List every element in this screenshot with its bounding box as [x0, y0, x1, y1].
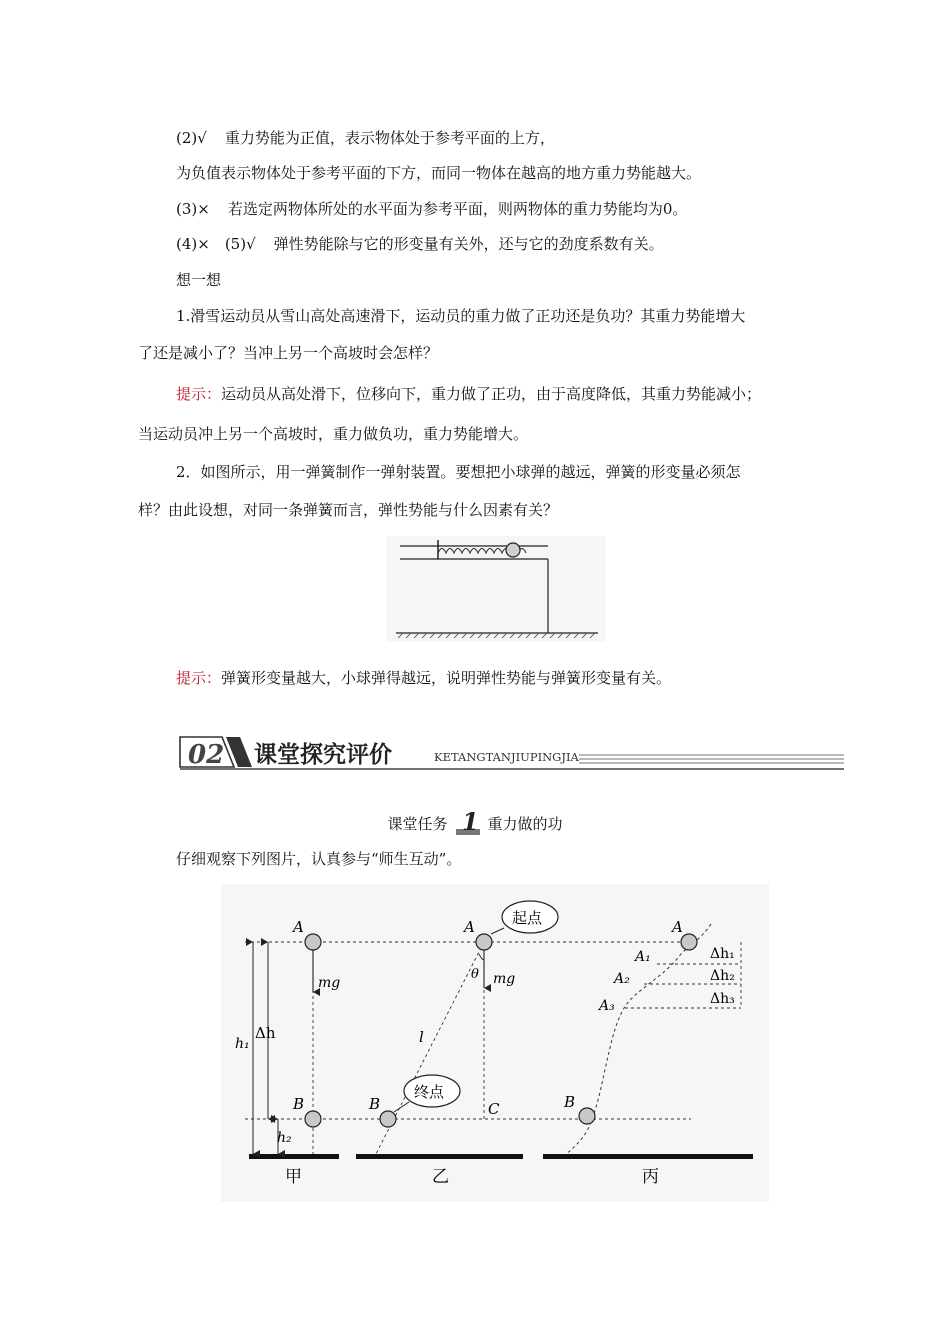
ground-jia [249, 1154, 339, 1159]
answer-item-4-5 [176, 234, 664, 254]
task-title-text: 重力做的功 [487, 815, 563, 833]
hint-text: 弹簧形变量越大，小球弹得越远，说明弹性势能与弹簧形变量有关。 [221, 669, 672, 687]
answer-mark: (3)× [176, 200, 210, 218]
spring-launcher-figure [386, 536, 606, 642]
section-banner [178, 731, 846, 773]
hint-label: 提示： [176, 669, 222, 687]
bubble-start: 起点 [512, 909, 543, 927]
answer-item-2-continued: 为负值表示物体处于参考平面的下方，而同一物体在越高的地方重力势能越大。 [176, 164, 702, 182]
label-A-bing: A [672, 918, 683, 936]
question-2-line-2: 样？由此设想，对同一条弹簧而言，弹性势能与什么因素有关？ [138, 501, 559, 519]
label-theta: θ [471, 967, 479, 982]
section-number: 02 [188, 740, 225, 770]
label-B-yi: B [369, 1095, 381, 1113]
answer-text: 若选定两物体所处的水平面为参考平面，则两物体的重力势能均为0。 [227, 200, 688, 218]
hint-1-line-2: 当运动员冲上另一个高坡时，重力做负功，重力势能增大。 [138, 425, 529, 443]
hint-2 [176, 668, 671, 688]
caption-jia: 甲 [285, 1167, 302, 1187]
label-A2: A₂ [614, 971, 630, 987]
label-delta-h2: Δh₂ [710, 968, 735, 984]
question-1-line-1: 1.滑雪运动员从雪山高处高速滑下，运动员的重力做了正功还是负功？其重力势能增大 [176, 307, 746, 325]
label-A-jia: A [293, 918, 304, 936]
label-A-yi: A [464, 918, 475, 936]
task-prefix: 课堂任务 [387, 815, 448, 833]
gravity-work-figure [221, 884, 769, 1202]
answer-item-2 [176, 128, 555, 148]
hint-label: 提示： [176, 385, 222, 403]
label-mg-jia: mg [318, 975, 341, 991]
answer-text: 重力势能为正值，表示物体处于参考平面的上方， [224, 129, 555, 147]
label-l: l [419, 1028, 424, 1046]
label-A1: A₁ [635, 949, 651, 965]
answer-mark: (2)√ [176, 129, 207, 147]
label-h1: h₁ [235, 1036, 250, 1052]
task-title [0, 809, 950, 835]
task-instruction: 仔细观察下列图片，认真参与“师生互动”。 [176, 850, 462, 868]
caption-yi: 乙 [432, 1167, 449, 1187]
hint-1 [176, 384, 761, 404]
label-delta-h1: Δh₁ [710, 946, 735, 962]
ground-bing [543, 1154, 753, 1159]
label-B-jia: B [293, 1095, 305, 1113]
hint-text: 运动员从高处滑下，位移向下，重力做了正功，由于高度降低，其重力势能减小； [221, 385, 762, 403]
ground-yi [356, 1154, 523, 1159]
bubble-end: 终点 [414, 1083, 445, 1101]
label-delta-h3: Δh₃ [710, 991, 735, 1007]
task-number: 1 [461, 809, 479, 835]
label-h2: h₂ [277, 1130, 292, 1146]
label-mg-yi: mg [493, 971, 516, 987]
label-A3: A₃ [599, 998, 615, 1014]
answer-item-3 [176, 199, 687, 219]
section-title: 课堂探究评价 [254, 741, 392, 768]
label-C: C [488, 1100, 500, 1118]
label-B-bing: B [564, 1093, 576, 1111]
task-number-icon [456, 809, 480, 835]
question-1-line-2: 了还是减小了？当冲上另一个高坡时会怎样？ [138, 344, 439, 362]
small-ball [506, 543, 520, 557]
answer-mark: (4)× (5)√ [176, 235, 256, 253]
section-pinyin: KETANGTANJIUPINGJIA [434, 750, 579, 764]
caption-bing: 丙 [642, 1167, 659, 1187]
label-delta-h: Δh [255, 1024, 276, 1042]
question-2-line-1: 2．如图所示，用一弹簧制作一弹射装置。要想把小球弹的越远，弹簧的形变量必须怎 [176, 463, 741, 481]
answer-text: 弹性势能除与它的形变量有关外，还与它的劲度系数有关。 [273, 235, 664, 253]
think-heading: 想一想 [176, 271, 222, 289]
